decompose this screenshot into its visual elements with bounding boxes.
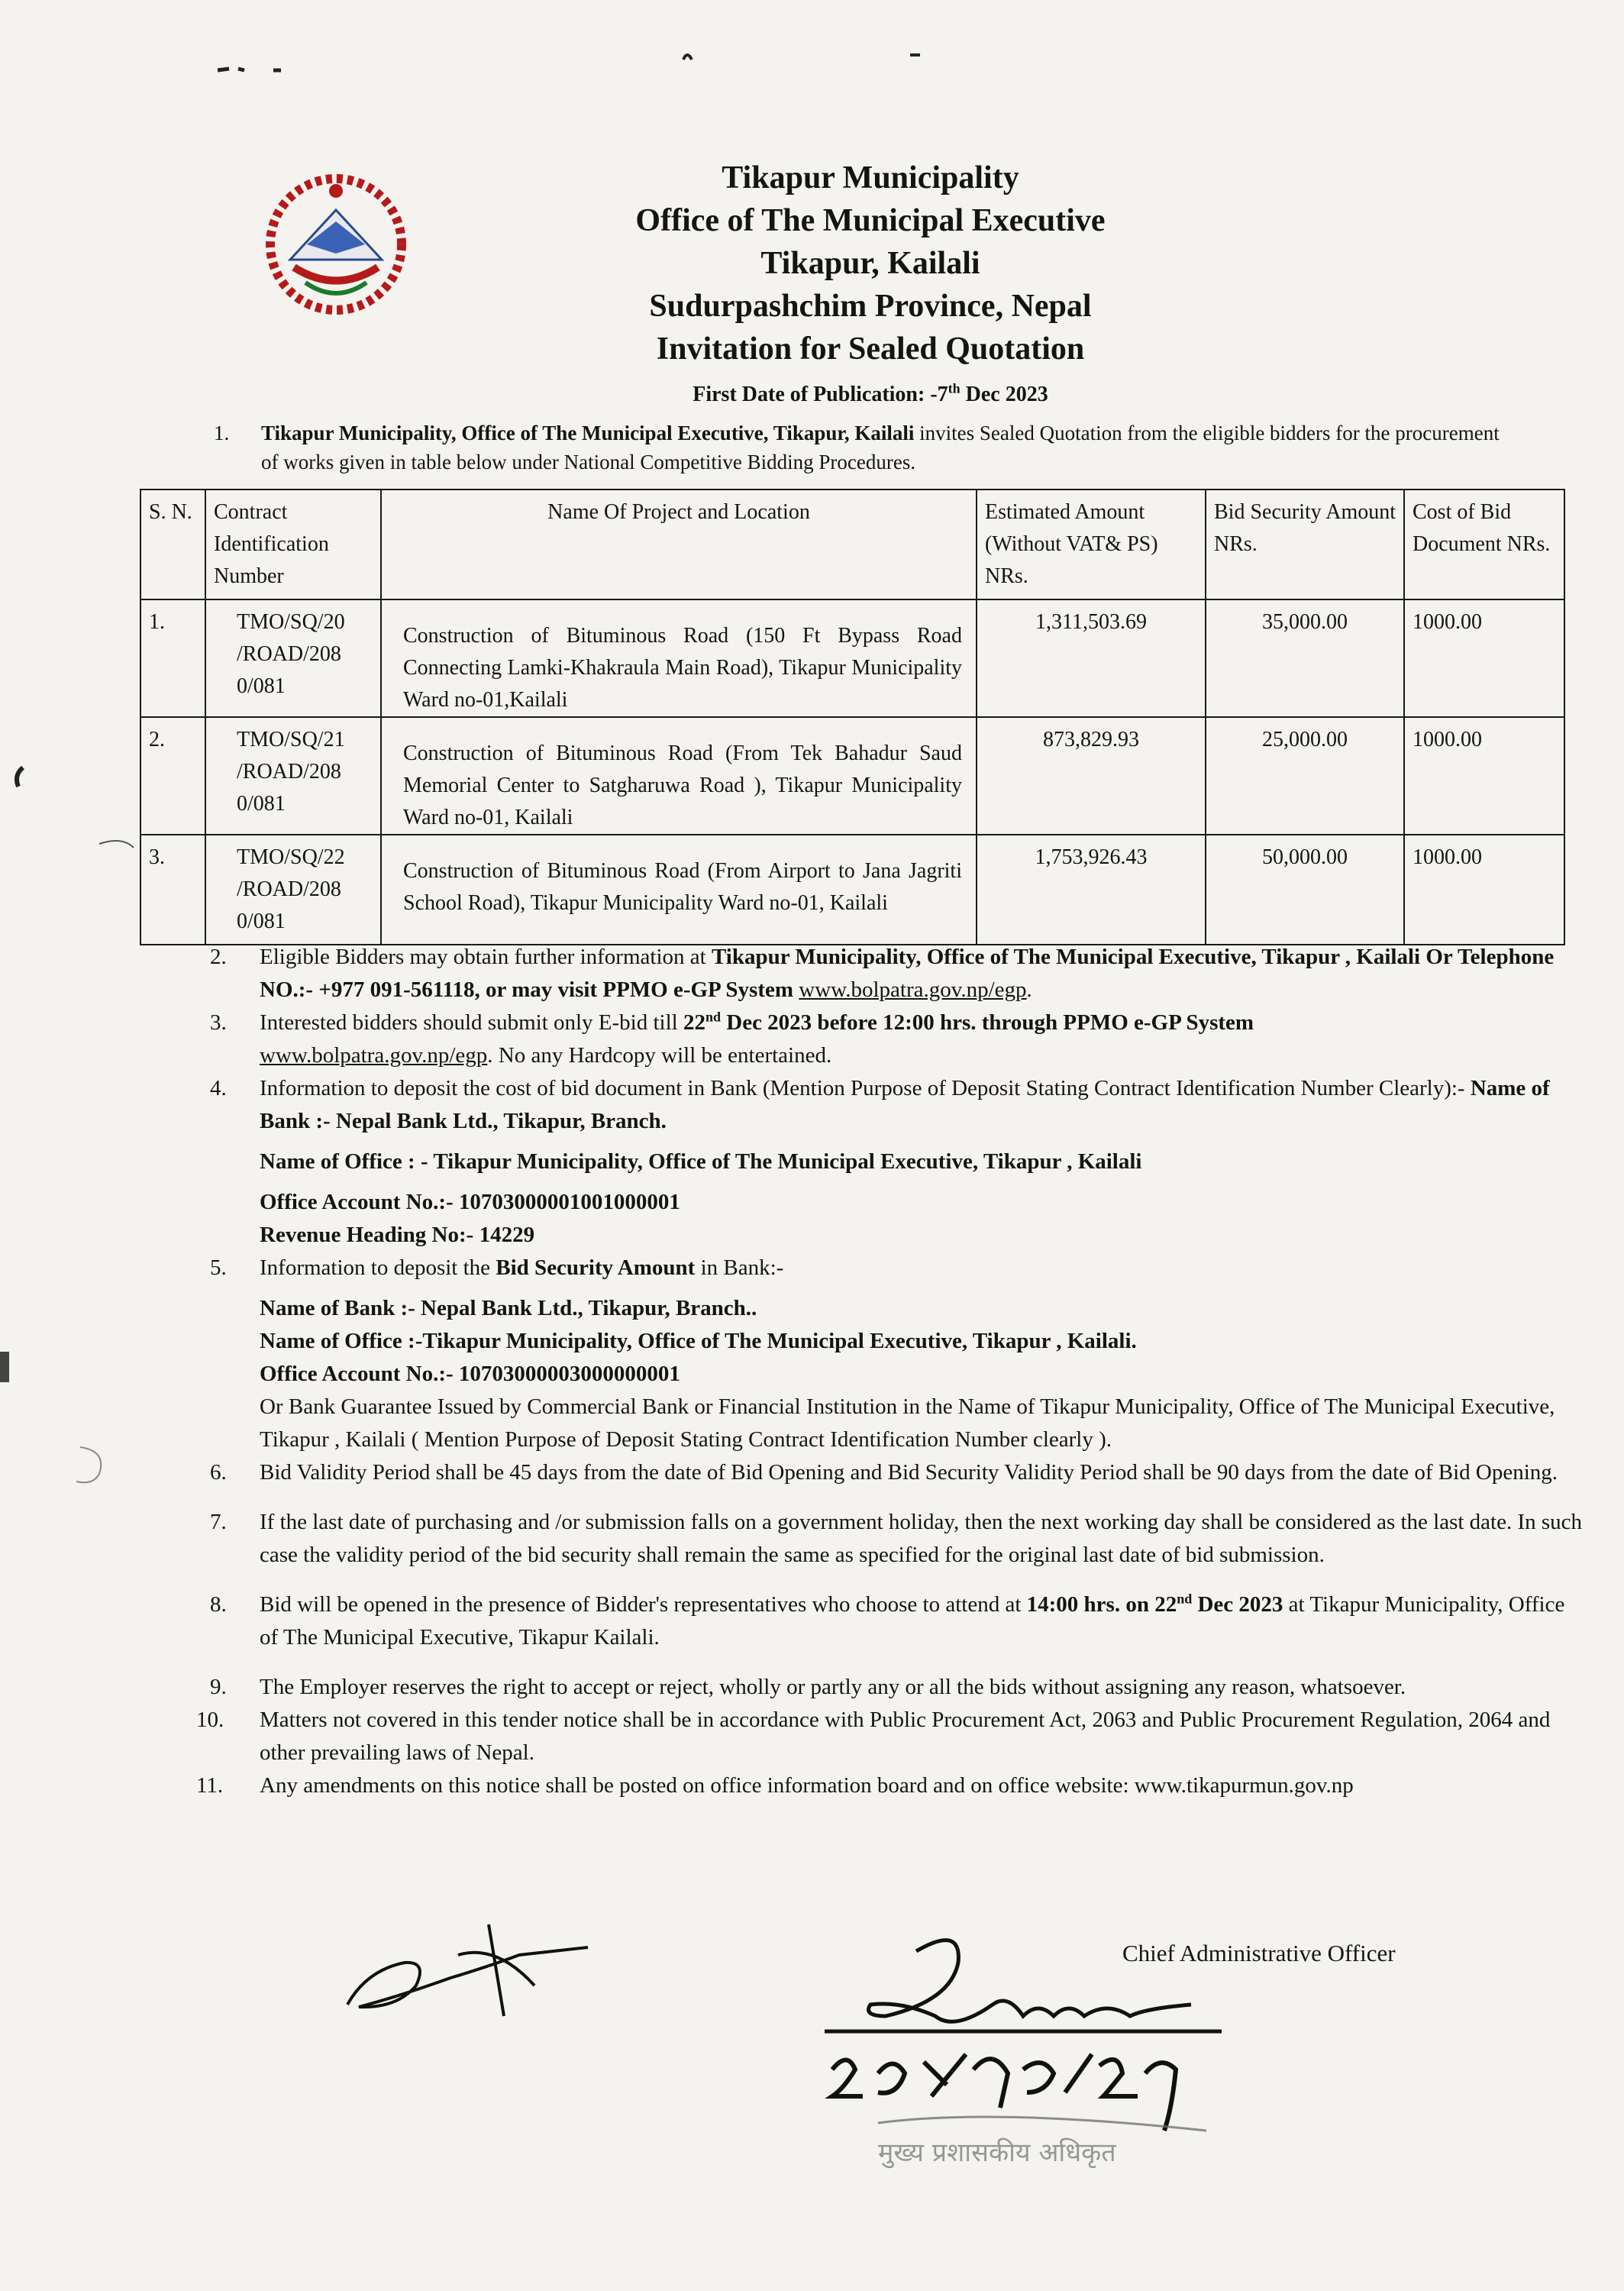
header-bid-security: Bid Security Amount NRs.: [1206, 490, 1404, 599]
header-estimated-amount: Estimated Amount (Without VAT& PS) NRs.: [977, 490, 1206, 599]
item-6: 6. Bid Validity Period shall be 45 days from the date of Bid Opening and Bid Security Validity Period shall be 90 days from the date of Bid Opening.: [210, 1460, 1558, 1485]
left-signature: [347, 1924, 588, 2016]
office-stamp: [878, 2117, 1206, 2169]
table-row: 2. TMO/SQ/21 /ROAD/208 0/081 Construction of Bituminous Road (From Tek Bahadur Saud Memorial Center to Satgharuwa Road ), Tikapur Municipality Ward no-01, Kailali 873,829.93 25,000.00 1000.00: [140, 717, 1564, 835]
bolpatra-link[interactable]: www.bolpatra.gov.np/egp: [799, 977, 1027, 1002]
publication-date: First Date of Publication: -7th Dec 2023: [693, 380, 1048, 406]
item-8: 8. Bid will be opened in the presence of Bidder's representatives who choose to attend at 14:00 hrs. on 22nd Dec 2023 at Tikapur Municipality, Office of The Municipal Executive, Tikapur Kailali.: [210, 1591, 1565, 1650]
item-3: 3. Interested bidders should submit only E-bid till 22nd Dec 2023 before 12:00 hrs. through PPMO e-GP System www.bolpatra.gov.np/egp. No any Hardcopy will be entertained.: [210, 1009, 1254, 1068]
table-row: 1. TMO/SQ/20 /ROAD/208 0/081 Construction of Bituminous Road (150 Ft Bypass Road Connecting Lamki-Khakraula Main Road), Tikapur Municipality Ward no-01,Kailali 1,311,503.69 35,000.00 1000.00: [140, 599, 1564, 717]
office-name: Office of The Municipal Executive: [635, 203, 1106, 238]
item-5: 5. Information to deposit the Bid Security Amount in Bank:- Name of Bank :- Nepal Bank Ltd., Tikapur, Branch.. Name of Office :-Tikapur Municipality, Office of The Municipal Executive, Tikapur , Kailali. Office Account No.:- 10703000003000000001 Or Bank Guarantee Issued by Commercial Bank or Financial Institution in the Name of Tikapur Municipality, Office of The Municipal Executive, Tikapur , Kailali ( Mention Purpose of Deposit Stating Contract Identification Number clearly ).: [210, 1255, 1555, 1452]
item-4: 4. Information to deposit the cost of bid document in Bank (Mention Purpose of Deposit Stating Contract Identification Number Clearly):- Name of Bank :- Nepal Bank Ltd., Tikapur, Branch. Name of Office : - Tikapur Municipality, Office of The Municipal Executive, Tikapur , Kailali Office Account No.:- 10703000001001000001 Revenue Heading No:- 14229: [210, 1076, 1550, 1247]
right-signature: [825, 1940, 1222, 2031]
item-10: 10. Matters not covered in this tender notice shall be in accordance with Public Procurement Act, 2063 and Public Procurement Regulation, 2064 and other prevailing laws of Nepal.: [196, 1708, 1551, 1765]
item-7: 7. If the last date of purchasing and /or submission falls on a government holiday, then the next working day shall be considered as the last date. In such case the validity period of the bid security shall remain the same as specified for the original last date of bid submission.: [210, 1510, 1583, 1567]
office-location: Tikapur, Kailali: [760, 246, 980, 281]
item-11: 11. Any amendments on this notice shall be posted on office information board and on office website: www.tikapurmun.gov.np: [196, 1773, 1354, 1798]
header-contract-id: Contract Identification Number: [205, 490, 381, 599]
svg-text:मुख्य प्रशासकीय अधिकृत: मुख्य प्रशासकीय अधिकृत: [878, 2138, 1116, 2168]
table-row: 3. TMO/SQ/22 /ROAD/208 0/081 Construction of Bituminous Road (From Airport to Jana Jagriti School Road), Tikapur Municipality Ward no-01, Kailali 1,753,926.43 50,000.00 1000.00: [140, 835, 1564, 945]
intro-paragraph: 1. Tikapur Municipality, Office of The Municipal Executive, Tikapur, Kailali invites Sealed Quotation from the eligible bidders for the procurement of works given in table below under National Competitive Bidding Procedures.: [214, 422, 1500, 473]
municipality-name: Tikapur Municipality: [722, 160, 1019, 195]
handwritten-date: [832, 2054, 1176, 2131]
header-bid-doc-cost: Cost of Bid Document NRs.: [1404, 490, 1564, 599]
chief-administrative-officer-title: Chief Administrative Officer: [1122, 1940, 1396, 1966]
header-sn: S. N.: [140, 490, 205, 599]
header-project-name: Name Of Project and Location: [381, 490, 977, 599]
notice-title: Invitation for Sealed Quotation: [656, 331, 1085, 367]
province-name: Sudurpashchim Province, Nepal: [649, 289, 1092, 324]
item-9: 9. The Employer reserves the right to accept or reject, wholly or partly any or all the bids without assigning any reason, whatsoever.: [210, 1675, 1406, 1699]
bolpatra-link[interactable]: www.bolpatra.gov.np/egp: [260, 1043, 488, 1068]
item-2: 2. Eligible Bidders may obtain further information at Tikapur Municipality, Office of The Municipal Executive, Tikapur , Kailali Or Telephone NO.:- +977 091-561118, or may visit PPMO e-GP System www.bolpatra.gov.np/egp.: [210, 945, 1555, 1002]
